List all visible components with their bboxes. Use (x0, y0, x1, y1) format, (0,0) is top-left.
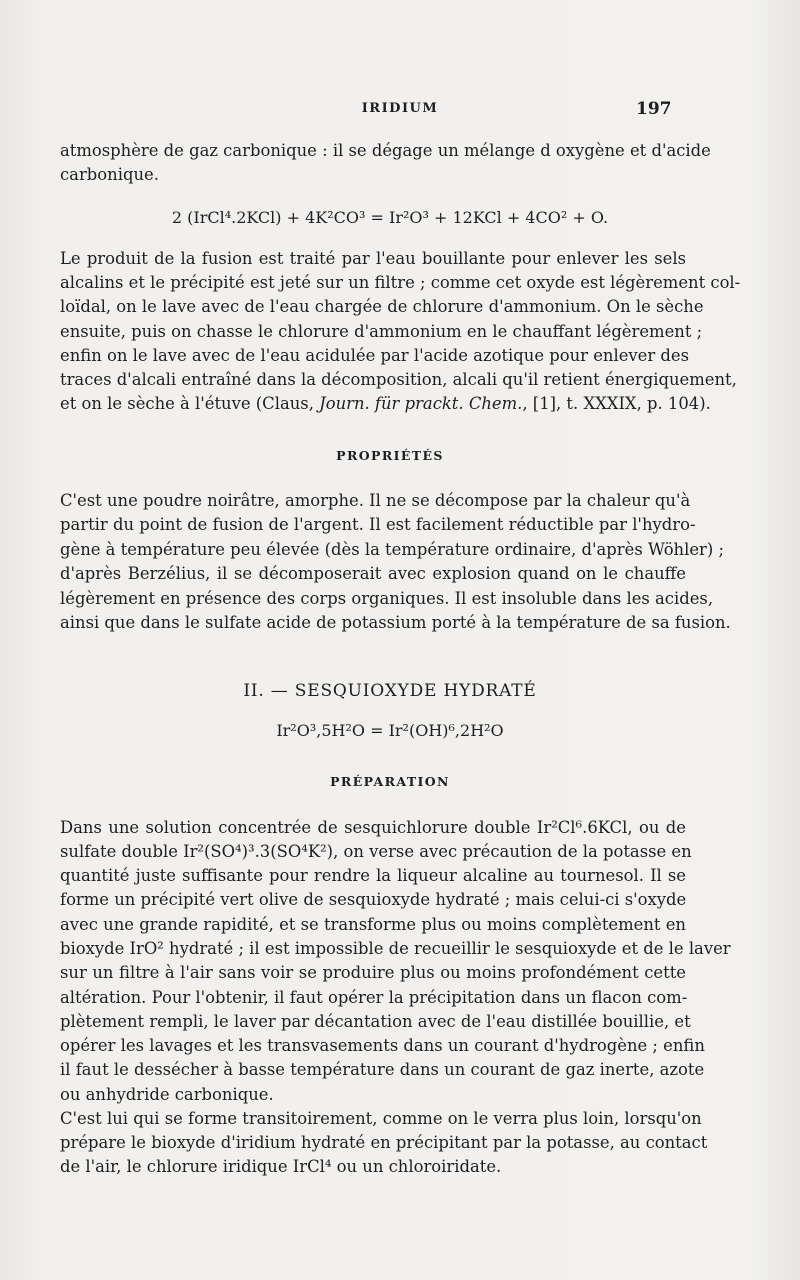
paragraph-line: légèrement en présence des corps organiques. Il est insoluble dans les acides, (60, 589, 714, 608)
paragraph-line: enfin on le lave avec de l'eau acidulée par l'acide azotique pour enlever des (60, 346, 690, 365)
paragraph-line: sur un filtre à l'air sans voir se produire plus ou moins profondément cette (60, 963, 686, 982)
paragraph-line: ou anhydride carbonique. (60, 1085, 274, 1104)
paragraph-line: altération. Pour l'obtenir, il faut opérer la précipitation dans un flacon com- (60, 988, 688, 1007)
section-title: II. — SESQUIOXYDE HYDRATÉ (243, 681, 537, 701)
paragraph-line: C'est une poudre noirâtre, amorphe. Il ne se décompose par la chaleur qu'à (60, 491, 691, 510)
paragraph-line: forme un précipité vert olive de sesquioxyde hydraté ; mais celui-ci s'oxyde (60, 890, 687, 909)
paragraph-line: d'après Berzélius, il se décomposerait avec explosion quand on le chauffe (60, 564, 686, 583)
paragraph-line: ainsi que dans le sulfate acide de potassium porté à la température de sa fusion. (60, 613, 731, 632)
paragraph-line: traces d'alcali entraîné dans la décomposition, alcali qu'il retient énergiquement, (60, 370, 737, 389)
paragraph-line: C'est lui qui se forme transitoirement, comme on le verra plus loin, lorsqu'on (60, 1109, 702, 1128)
paragraph-line: Le produit de la fusion est traité par l'eau bouillante pour enlever les sels (60, 249, 686, 268)
paragraph-line: carbonique. (60, 165, 159, 184)
chemical-equation: 2 (IrCl⁴.2KCl) + 4K²CO³ = Ir²O³ + 12KCl + 4CO² + O. (171, 208, 609, 227)
paragraph-line: loïdal, on le lave avec de l'eau chargée de chlorure d'ammonium. On le sèche (60, 297, 704, 316)
paragraph-line: de l'air, le chlorure iridique IrCl⁴ ou un chloroiridate. (60, 1157, 502, 1176)
chemical-formula: Ir²O³,5H²O = Ir²(OH)⁶,2H²O (276, 721, 504, 740)
journal-title: Journ. für prackt. Chem. (319, 394, 523, 413)
paragraph-line: opérer les lavages et les transvasements dans un courant d'hydrogène ; enfin (60, 1036, 705, 1055)
running-header-title: IRIDIUM (361, 101, 439, 116)
paragraph-line: il faut le dessécher à basse température dans un courant de gaz inerte, azote (60, 1060, 705, 1079)
paragraph-line: avec une grande rapidité, et se transforme plus ou moins complètement en (60, 915, 686, 934)
paragraph-line: sulfate double Ir²(SO⁴)³.3(SO⁴K²), on verse avec précaution de la potasse en (60, 842, 692, 861)
paragraph-line: quantité juste suffisante pour rendre la liqueur alcaline au tournesol. Il se (60, 866, 686, 885)
paragraph-line-citation (60, 392, 711, 416)
section-heading-preparation: PRÉPARATION (330, 774, 450, 789)
section-heading-proprietes: PROPRIÉTÉS (336, 448, 444, 463)
paragraph-line: gène à température peu élevée (dès la température ordinaire, d'après Wöhler) ; (60, 540, 725, 559)
paragraph-line: prépare le bioxyde d'iridium hydraté en précipitant par la potasse, au contact (60, 1133, 708, 1152)
paragraph-line: partir du point de fusion de l'argent. Il est facilement réductible par l'hydro- (60, 515, 696, 534)
page-number: 197 (636, 99, 672, 119)
paragraph-line: ensuite, puis on chasse le chlorure d'ammonium en le chauffant légèrement ; (60, 322, 703, 341)
paragraph-line: alcalins et le précipité est jeté sur un filtre ; comme cet oxyde est légèrement col- (60, 273, 741, 292)
citation-text-before: et on le sèche à l'étuve (Claus, (60, 394, 320, 413)
citation-text-after: , [1], t. XXXIX, p. 104). (522, 394, 711, 413)
paragraph-line: atmosphère de gaz carbonique : il se dégage un mélange d oxygène et d'acide (60, 141, 711, 160)
paragraph-line: Dans une solution concentrée de sesquichlorure double Ir²Cl⁶.6KCl, ou de (60, 818, 686, 837)
paragraph-line: plètement rempli, le laver par décantation avec de l'eau distillée bouillie, et (60, 1012, 691, 1031)
paragraph-line: bioxyde IrO² hydraté ; il est impossible de recueillir le sesquioxyde et de le laver (60, 939, 731, 958)
